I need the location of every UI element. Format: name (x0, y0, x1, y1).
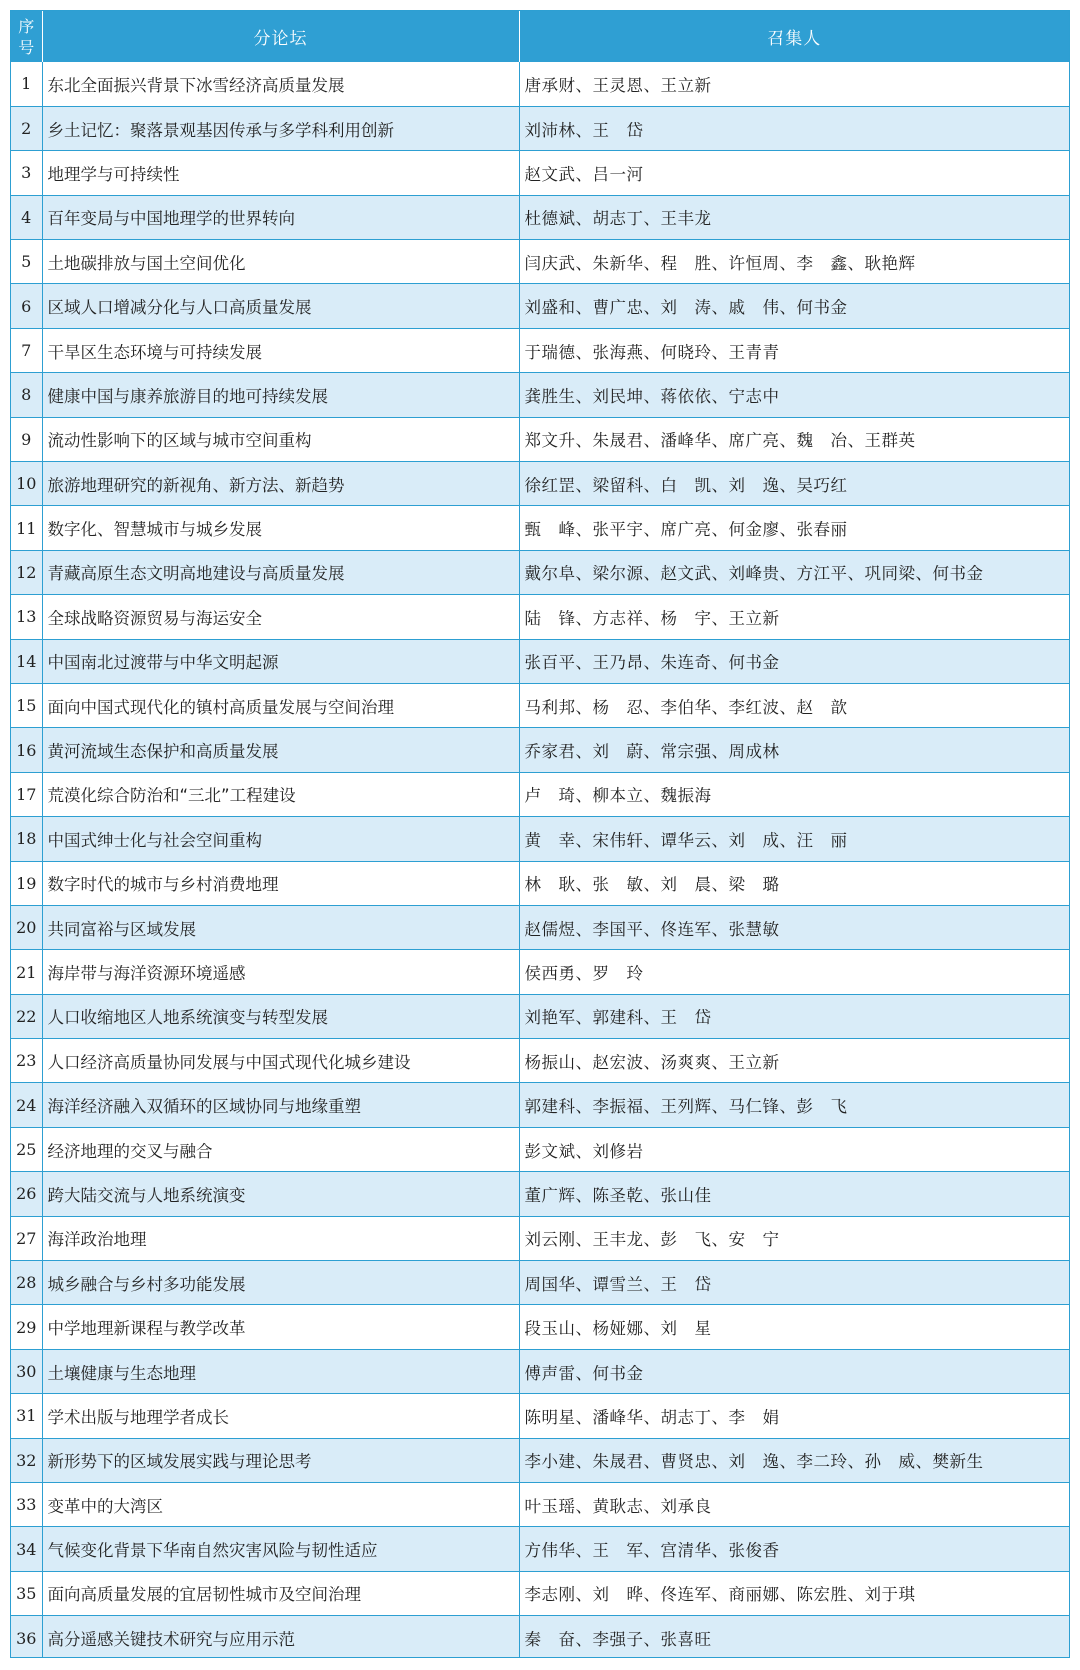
table-row (11, 506, 1069, 550)
table-row (11, 861, 1069, 905)
conveners: 马利邦、杨 忍、李伯华、李红波、赵 歆 (519, 683, 1069, 727)
table-row (11, 328, 1069, 372)
row-number: 23 (11, 1039, 42, 1083)
row-number: 19 (11, 861, 42, 905)
table-row (11, 106, 1069, 150)
row-number: 10 (11, 462, 42, 506)
forum-title: 跨大陆交流与人地系统演变 (42, 1172, 519, 1216)
conveners: 赵儒煜、李国平、佟连军、张慧敏 (519, 905, 1069, 949)
forum-title: 人口经济高质量协同发展与中国式现代化城乡建设 (42, 1039, 519, 1083)
row-number: 34 (11, 1527, 42, 1571)
row-number: 5 (11, 240, 42, 284)
row-number: 9 (11, 417, 42, 461)
table-row (11, 639, 1069, 683)
table-row (11, 1039, 1069, 1083)
conveners: 林 耿、张 敏、刘 晨、梁 璐 (519, 861, 1069, 905)
table-row (11, 817, 1069, 861)
table-row (11, 462, 1069, 506)
conveners: 卢 琦、柳本立、魏振海 (519, 772, 1069, 816)
conveners: 郑文升、朱晟君、潘峰华、席广亮、魏 冶、王群英 (519, 417, 1069, 461)
table-row (11, 905, 1069, 949)
table-row (11, 62, 1069, 106)
forum-title: 海洋政治地理 (42, 1216, 519, 1260)
conveners: 杨振山、赵宏波、汤爽爽、王立新 (519, 1039, 1069, 1083)
conveners: 方伟华、王 军、宫清华、张俊香 (519, 1527, 1069, 1571)
forum-title: 城乡融合与乡村多功能发展 (42, 1261, 519, 1305)
row-number: 3 (11, 151, 42, 195)
forum-title: 乡土记忆：聚落景观基因传承与多学科利用创新 (42, 106, 519, 150)
forum-title: 数字时代的城市与乡村消费地理 (42, 861, 519, 905)
row-number: 35 (11, 1571, 42, 1615)
row-number: 7 (11, 328, 42, 372)
conveners: 李志刚、刘 晔、佟连军、商丽娜、陈宏胜、刘于琪 (519, 1571, 1069, 1615)
forum-table-container (10, 10, 1070, 1658)
table-row (11, 1216, 1069, 1260)
conveners: 刘盛和、曹广忠、刘 涛、戚 伟、何书金 (519, 284, 1069, 328)
row-number: 24 (11, 1083, 42, 1127)
forum-title: 气候变化背景下华南自然灾害风险与韧性适应 (42, 1527, 519, 1571)
forum-title: 数字化、智慧城市与城乡发展 (42, 506, 519, 550)
table-header (11, 11, 1069, 62)
conveners: 彭文斌、刘修岩 (519, 1127, 1069, 1171)
conveners: 郭建科、李振福、王列辉、马仁锋、彭 飞 (519, 1083, 1069, 1127)
conveners: 秦 奋、李强子、张喜旺 (524, 1630, 712, 1650)
row-number: 27 (11, 1216, 42, 1260)
table-row (11, 1438, 1069, 1482)
conveners: 乔家君、刘 蔚、常宗强、周成林 (519, 728, 1069, 772)
row-number: 14 (11, 639, 42, 683)
header-number-line1: 序 (18, 16, 35, 36)
header-number (11, 11, 42, 62)
conveners: 侯西勇、罗 玲 (519, 950, 1069, 994)
row-number: 11 (11, 506, 42, 550)
row-number: 21 (11, 950, 42, 994)
forum-title: 全球战略资源贸易与海运安全 (42, 595, 519, 639)
row-number: 13 (11, 595, 42, 639)
conveners: 李小建、朱晟君、曹贤忠、刘 逸、李二玲、孙 威、樊新生 (519, 1438, 1069, 1482)
forum-title: 中国式绅士化与社会空间重构 (42, 817, 519, 861)
forum-title: 高分遥感关键技术研究与应用示范 (42, 1616, 519, 1658)
table-row (11, 1172, 1069, 1216)
conveners: 刘艳军、郭建科、王 岱 (519, 994, 1069, 1038)
conveners: 闫庆武、朱新华、程 胜、许恒周、李 鑫、耿艳辉 (519, 240, 1069, 284)
row-number: 25 (11, 1127, 42, 1171)
conveners: 陈明星、潘峰华、胡志丁、李 娟 (519, 1394, 1069, 1438)
row-number: 16 (11, 728, 42, 772)
conveners: 杜德斌、胡志丁、王丰龙 (519, 195, 1069, 239)
forum-title: 海岸带与海洋资源环境遥感 (42, 950, 519, 994)
forum-title: 人口收缩地区人地系统演变与转型发展 (42, 994, 519, 1038)
conveners: 周国华、谭雪兰、王 岱 (519, 1261, 1069, 1305)
row-number: 26 (11, 1172, 42, 1216)
conveners: 段玉山、杨娅娜、刘 星 (519, 1305, 1069, 1349)
table-row (11, 373, 1069, 417)
table-row (11, 950, 1069, 994)
table-row (11, 683, 1069, 727)
forum-title: 面向中国式现代化的镇村高质量发展与空间治理 (42, 683, 519, 727)
row-number: 30 (11, 1349, 42, 1393)
forum-title: 旅游地理研究的新视角、新方法、新趋势 (42, 462, 519, 506)
table-body (11, 62, 1069, 1658)
row-number: 1 (11, 62, 42, 106)
conveners: 赵文武、吕一河 (519, 151, 1069, 195)
header-forum: 分论坛 (42, 11, 519, 62)
row-number: 20 (11, 905, 42, 949)
row-number: 17 (11, 772, 42, 816)
forum-title: 百年变局与中国地理学的世界转向 (42, 195, 519, 239)
table-row (11, 595, 1069, 639)
table-row (11, 1349, 1069, 1393)
forum-title: 变革中的大湾区 (42, 1483, 519, 1527)
row-number: 28 (11, 1261, 42, 1305)
table-row (11, 994, 1069, 1038)
forum-title: 中学地理新课程与教学改革 (42, 1305, 519, 1349)
conveners: 董广辉、陈圣乾、张山佳 (519, 1172, 1069, 1216)
forum-title: 中国南北过渡带与中华文明起源 (42, 639, 519, 683)
row-number: 2 (11, 106, 42, 150)
conveners: 叶玉瑶、黄耿志、刘承良 (519, 1483, 1069, 1527)
forum-title: 荒漠化综合防治和“三北”工程建设 (42, 772, 519, 816)
header-convener: 召集人 (519, 11, 1069, 62)
forum-title: 地理学与可持续性 (42, 151, 519, 195)
conveners: 戴尔阜、梁尔源、赵文武、刘峰贵、方江平、巩同梁、何书金 (519, 550, 1069, 594)
row-number: 31 (11, 1394, 42, 1438)
conveners: 龚胜生、刘民坤、蒋依依、宁志中 (519, 373, 1069, 417)
forum-title: 青藏高原生态文明高地建设与高质量发展 (42, 550, 519, 594)
table-row (11, 1305, 1069, 1349)
conveners: 陆 锋、方志祥、杨 宇、王立新 (519, 595, 1069, 639)
table-row (11, 1616, 1069, 1658)
table-row (11, 151, 1069, 195)
table-row (11, 284, 1069, 328)
conveners: 刘云刚、王丰龙、彭 飞、安 宁 (519, 1216, 1069, 1260)
row-number: 12 (11, 550, 42, 594)
table-row (11, 1083, 1069, 1127)
forum-title: 海洋经济融入双循环的区域协同与地缘重塑 (42, 1083, 519, 1127)
conveners: 刘沛林、王 岱 (519, 106, 1069, 150)
table-row (11, 1571, 1069, 1615)
forum-title: 健康中国与康养旅游目的地可持续发展 (42, 373, 519, 417)
row-number: 18 (11, 817, 42, 861)
table-row (11, 1394, 1069, 1438)
forum-title: 流动性影响下的区域与城市空间重构 (42, 417, 519, 461)
table-row (11, 1483, 1069, 1527)
conveners: 甄 峰、张平宇、席广亮、何金廖、张春丽 (519, 506, 1069, 550)
forum-title: 干旱区生态环境与可持续发展 (42, 328, 519, 372)
forum-title: 土壤健康与生态地理 (42, 1349, 519, 1393)
row-number: 6 (11, 284, 42, 328)
forum-title: 区域人口增减分化与人口高质量发展 (42, 284, 519, 328)
table-row (11, 417, 1069, 461)
table-row (11, 728, 1069, 772)
forum-title: 土地碳排放与国土空间优化 (42, 240, 519, 284)
row-number: 33 (11, 1483, 42, 1527)
conveners: 于瑞德、张海燕、何晓玲、王青青 (519, 328, 1069, 372)
forum-title: 面向高质量发展的宜居韧性城市及空间治理 (42, 1571, 519, 1615)
forum-title: 黄河流域生态保护和高质量发展 (42, 728, 519, 772)
table-row (11, 1261, 1069, 1305)
row-number: 4 (11, 195, 42, 239)
forum-title: 东北全面振兴背景下冰雪经济高质量发展 (42, 62, 519, 106)
forum-title: 共同富裕与区域发展 (42, 905, 519, 949)
conveners: 徐红罡、梁留科、白 凯、刘 逸、吴巧红 (519, 462, 1069, 506)
conveners: 唐承财、王灵恩、王立新 (519, 62, 1069, 106)
row-number: 15 (11, 683, 42, 727)
forum-table (11, 11, 1069, 1658)
header-row (11, 11, 1069, 62)
conveners: 傅声雷、何书金 (519, 1349, 1069, 1393)
table-row (11, 1527, 1069, 1571)
forum-title: 学术出版与地理学者成长 (42, 1394, 519, 1438)
row-number: 29 (11, 1305, 42, 1349)
row-number: 22 (11, 994, 42, 1038)
conveners: 张百平、王乃昂、朱连奇、何书金 (519, 639, 1069, 683)
header-number-line2: 号 (18, 37, 35, 57)
table-row (11, 550, 1069, 594)
table-row (11, 1127, 1069, 1171)
row-number: 8 (11, 373, 42, 417)
forum-title: 新形势下的区域发展实践与理论思考 (42, 1438, 519, 1482)
forum-title: 经济地理的交叉与融合 (42, 1127, 519, 1171)
table-row (11, 772, 1069, 816)
conveners: 黄 幸、宋伟轩、谭华云、刘 成、汪 丽 (519, 817, 1069, 861)
table-row (11, 240, 1069, 284)
table-row (11, 195, 1069, 239)
row-number: 36 (11, 1616, 42, 1658)
row-number: 32 (11, 1438, 42, 1482)
